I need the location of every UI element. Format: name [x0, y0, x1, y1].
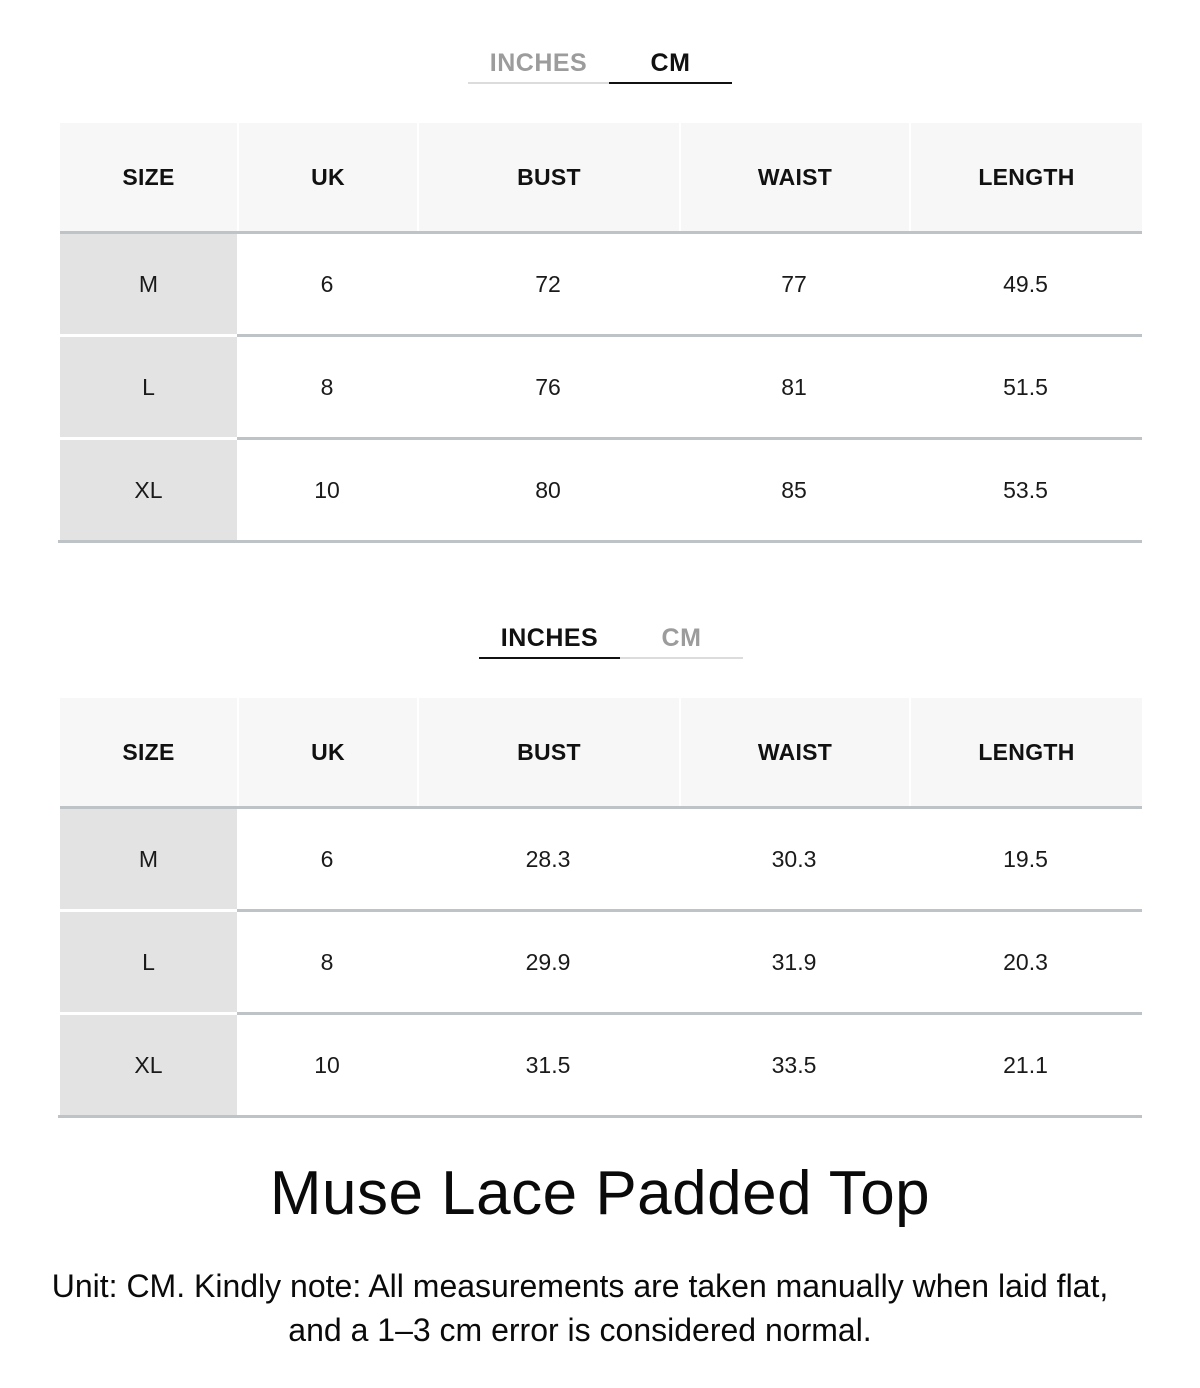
waist-cell: 77 — [781, 270, 807, 297]
uk-cell: 10 — [314, 1051, 340, 1078]
column-header-size: SIZE — [60, 123, 237, 231]
table-row — [60, 912, 1142, 1012]
size-table-inches — [60, 698, 1142, 1118]
bust-cell: 28.3 — [525, 845, 571, 872]
table-header — [60, 698, 1142, 806]
uk-cell: 6 — [320, 270, 334, 297]
bust-cell: 72 — [535, 270, 561, 297]
waist-cell: 31.9 — [771, 948, 817, 975]
bust-cell: 31.5 — [525, 1051, 571, 1078]
column-header-uk: UK — [237, 698, 417, 806]
size-cell: M — [60, 234, 237, 334]
column-header-length: LENGTH — [909, 123, 1142, 231]
column-header-uk: UK — [237, 123, 417, 231]
tab-inches[interactable]: INCHES — [479, 625, 620, 659]
product-title: Muse Lace Padded Top — [269, 1159, 931, 1228]
table-bottom-rule — [58, 540, 1142, 543]
length-cell: 19.5 — [1003, 845, 1048, 872]
size-cell: XL — [60, 1015, 237, 1115]
size-cell: XL — [60, 440, 237, 540]
size-cell: L — [60, 337, 237, 437]
waist-cell: 33.5 — [771, 1051, 817, 1078]
table-row — [60, 337, 1142, 437]
size-cell: L — [60, 912, 237, 1012]
length-cell: 21.1 — [1003, 1051, 1048, 1078]
column-header-length: LENGTH — [909, 698, 1142, 806]
bust-cell: 29.9 — [525, 948, 571, 975]
tab-cm[interactable]: CM — [661, 624, 702, 652]
column-header-size: SIZE — [60, 698, 237, 806]
table-row — [60, 234, 1142, 334]
length-cell: 51.5 — [1003, 373, 1048, 400]
measurement-note: Unit: CM. Kindly note: All measurements are taken manually when laid flat, and a 1–3 cm error is considered normal. — [51, 1268, 1109, 1348]
table-row — [60, 809, 1142, 909]
tab-inches[interactable]: INCHES — [489, 49, 588, 77]
table-bottom-rule — [58, 1115, 1142, 1118]
table-row — [60, 440, 1142, 540]
column-header-bust: BUST — [417, 123, 679, 231]
column-header-waist: WAIST — [679, 123, 909, 231]
uk-cell: 10 — [314, 476, 340, 503]
length-cell: 49.5 — [1003, 270, 1048, 297]
column-header-waist: WAIST — [679, 698, 909, 806]
length-cell: 53.5 — [1003, 476, 1048, 503]
uk-cell: 8 — [320, 948, 334, 975]
bust-cell: 80 — [535, 476, 561, 503]
table-row — [60, 1015, 1142, 1115]
uk-cell: 8 — [320, 373, 334, 400]
unit-tabs — [479, 625, 743, 659]
size-cell: M — [60, 809, 237, 909]
size-table-cm — [60, 123, 1142, 543]
table-header — [60, 123, 1142, 231]
length-cell: 20.3 — [1003, 948, 1048, 975]
waist-cell: 85 — [781, 476, 807, 503]
unit-tabs — [468, 50, 732, 84]
column-header-bust: BUST — [417, 698, 679, 806]
uk-cell: 6 — [320, 845, 334, 872]
waist-cell: 81 — [781, 373, 807, 400]
waist-cell: 30.3 — [771, 845, 817, 872]
tab-cm[interactable]: CM — [609, 50, 732, 84]
bust-cell: 76 — [535, 373, 561, 400]
